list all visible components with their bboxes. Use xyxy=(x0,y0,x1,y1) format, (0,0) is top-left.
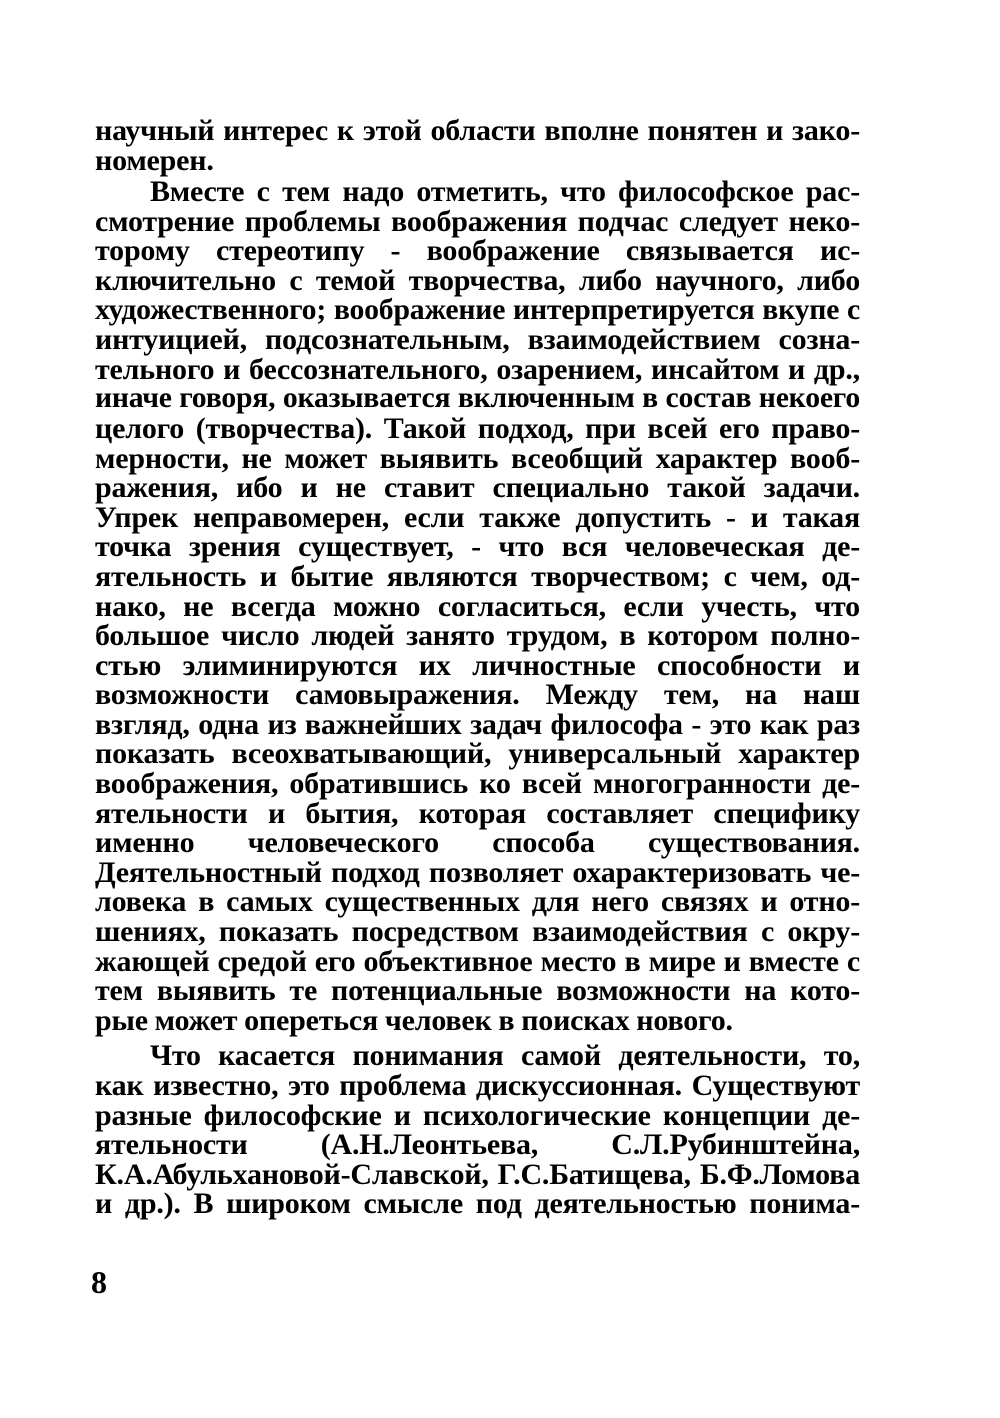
text-line: воображения, обратившись ко всей многогранности де- xyxy=(95,767,860,801)
text-line: Что касается понимания самой деятельности, то, xyxy=(150,1039,860,1073)
text-line: показать всеохватывающий, универсальный характер xyxy=(95,737,860,771)
text-line: стью элиминируются их личностные способности и xyxy=(95,648,860,682)
text-line: разные философские и психологические концепции де- xyxy=(95,1098,860,1132)
text-line: и др.). В широком смысле под деятельностью понима- xyxy=(95,1187,860,1221)
paragraph-3 xyxy=(95,1041,860,1219)
text-line: большое число людей занято трудом, в котором полно- xyxy=(95,619,860,653)
text-line: Вместе с тем надо отметить, что философское рас- xyxy=(150,175,860,209)
text-line: смотрение проблемы воображения подчас следует неко- xyxy=(95,204,860,238)
text-line: К.А.Абульхановой-Славской, Г.С.Батищева, Б.Ф.Ломова xyxy=(95,1157,860,1191)
text-line: взгляд, одна из важнейших задач философа - это как раз xyxy=(95,707,860,741)
text-line: ятельности и бытия, которая составляет специфику xyxy=(95,796,860,830)
text-line: мерности, не может выявить всеобщий характер вооб- xyxy=(95,441,860,475)
text-line: рые может опереться человек в поисках нового. xyxy=(95,1003,733,1037)
text-line: иначе говоря, оказывается включенным в состав некоего xyxy=(95,382,860,415)
text-line: тем выявить те потенциальные возможности на кото- xyxy=(95,974,860,1008)
text-line: жающей средой его объективное место в мире и вместе с xyxy=(95,944,860,978)
text-line: Упрек неправомерен, если также допустить - и такая xyxy=(95,500,860,534)
text-line: именно человеческого способа существования. xyxy=(95,826,860,860)
text-line: ражения, ибо и не ставит специально такой задачи. xyxy=(95,471,860,505)
page-number: 8 xyxy=(91,1264,107,1300)
text-line: интуицией, подсознательным, взаимодействием созна- xyxy=(95,323,860,357)
text-line: целого (творчества). Такой подход, при всей его право- xyxy=(95,411,860,445)
text-line: научный интерес к этой области вполне понятен и зако- xyxy=(95,114,860,147)
text-line: Деятельностный подход позволяет охарактеризовать че- xyxy=(95,855,860,889)
text-line: шениях, показать посредством взаимодействия с окру- xyxy=(95,915,860,949)
text-line: точка зрения существует, - что вся человеческая де- xyxy=(95,530,860,564)
document-page xyxy=(95,116,860,1219)
paragraph-2 xyxy=(95,177,860,1035)
text-line: художественного; воображение интерпретируется вкупе с xyxy=(95,293,860,326)
text-line: номерен. xyxy=(95,143,214,177)
text-line: нако, не всегда можно согласиться, если учесть, что xyxy=(95,589,860,623)
paragraph-1 xyxy=(95,116,860,175)
text-line: ловека в самых существенных для него связях и отно- xyxy=(95,885,860,919)
text-line: тельного и бессознательного, озарением, инсайтом и др., xyxy=(95,352,860,386)
text-line: как известно, это проблема дискуссионная. Существуют xyxy=(95,1069,860,1102)
text-line: ятельность и бытие являются творчеством; с чем, од- xyxy=(95,559,860,593)
text-line: торому стереотипу - воображение связывается ис- xyxy=(95,234,860,268)
text-line: возможности самовыражения. Между тем, на наш xyxy=(95,678,860,712)
text-line: ключительно с темой творчества, либо научного, либо xyxy=(95,263,860,297)
text-line: ятельности (А.Н.Леонтьева, С.Л.Рубинштейна, xyxy=(95,1128,860,1162)
